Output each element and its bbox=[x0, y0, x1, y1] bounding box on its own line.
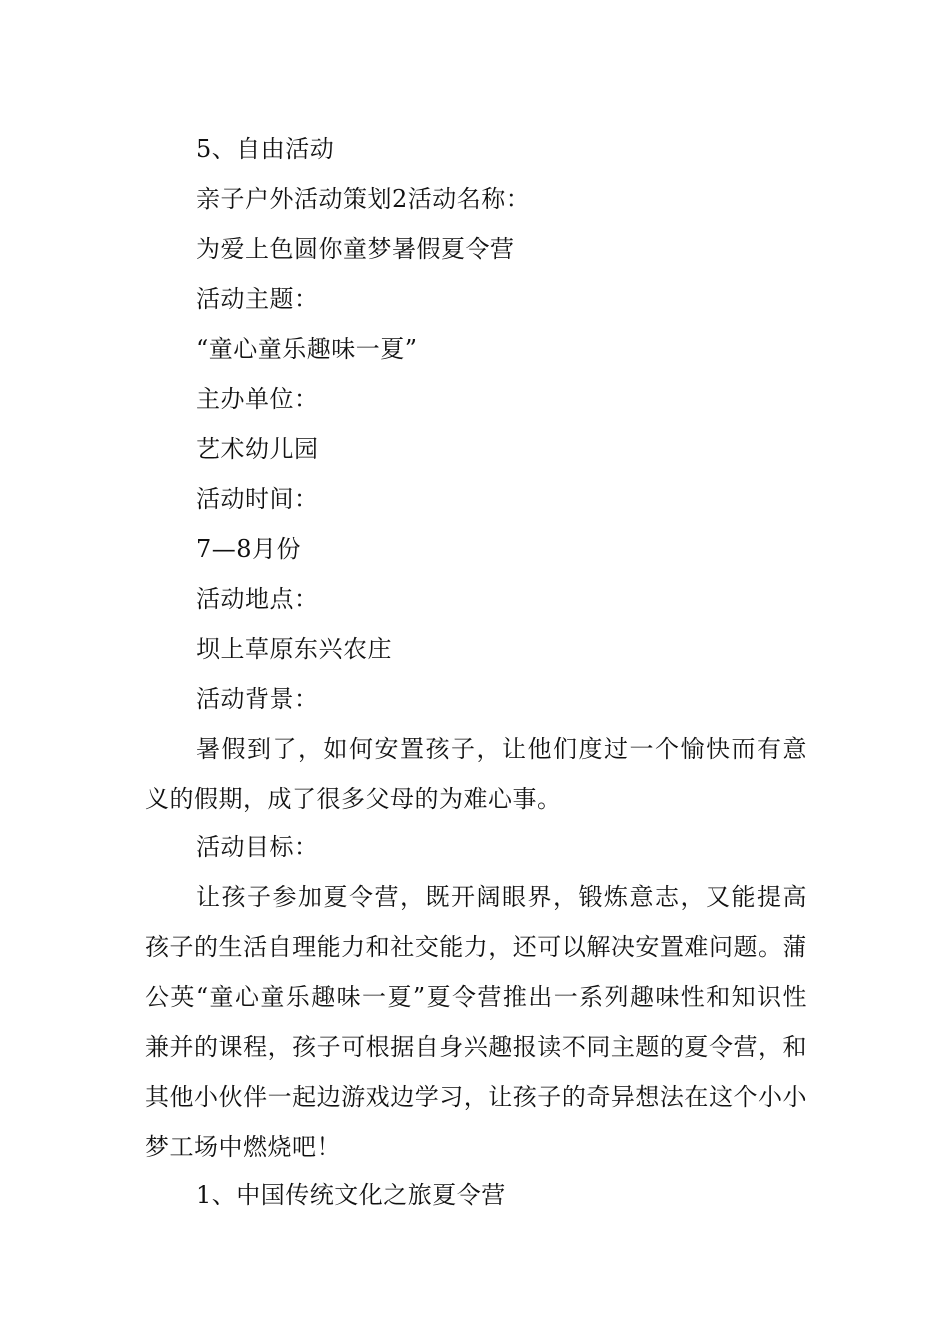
goal-paragraph: 让孩子参加夏令营，既开阔眼界，锻炼意志，又能提高孩子的生活自理能力和社交能力，还可以解决安置难问题。蒲公英“童心童乐趣味一夏”夏令营推出一系列趣味性和知识性兼并的课程，孩子可根据自身兴趣报读不同主题的夏令营，和其他小伙伴一起边游戏边学习，让孩子的奇异想法在这个小小梦工场中燃烧吧！ bbox=[145, 883, 807, 1161]
item-free-activity: 5、自由活动 bbox=[196, 135, 335, 163]
activity-name-value: 为爱上色圆你童梦暑假夏令营 bbox=[196, 235, 515, 263]
activity-name-heading: 亲子户外活动策划2活动名称： bbox=[196, 185, 531, 213]
organizer-heading: 主办单位： bbox=[196, 385, 319, 413]
activity-location-value: 坝上草原东兴农庄 bbox=[196, 635, 392, 663]
background-paragraph: 暑假到了，如何安置孩子，让他们度过一个愉快而有意义的假期，成了很多父母的为难心事。 bbox=[145, 735, 807, 813]
activity-goal-heading: 活动目标： bbox=[196, 833, 319, 861]
activity-location-heading: 活动地点： bbox=[196, 585, 319, 613]
activity-background-heading: 活动背景： bbox=[196, 685, 319, 713]
activity-theme-value: “童心童乐趣味一夏” bbox=[196, 335, 418, 363]
activity-time-heading: 活动时间： bbox=[196, 485, 319, 513]
activity-time-value: 7—8月份 bbox=[196, 535, 302, 563]
activity-theme-heading: 活动主题： bbox=[196, 285, 319, 313]
item-chinese-culture-camp: 1、中国传统文化之旅夏令营 bbox=[196, 1181, 506, 1209]
organizer-value: 艺术幼儿园 bbox=[196, 435, 319, 463]
